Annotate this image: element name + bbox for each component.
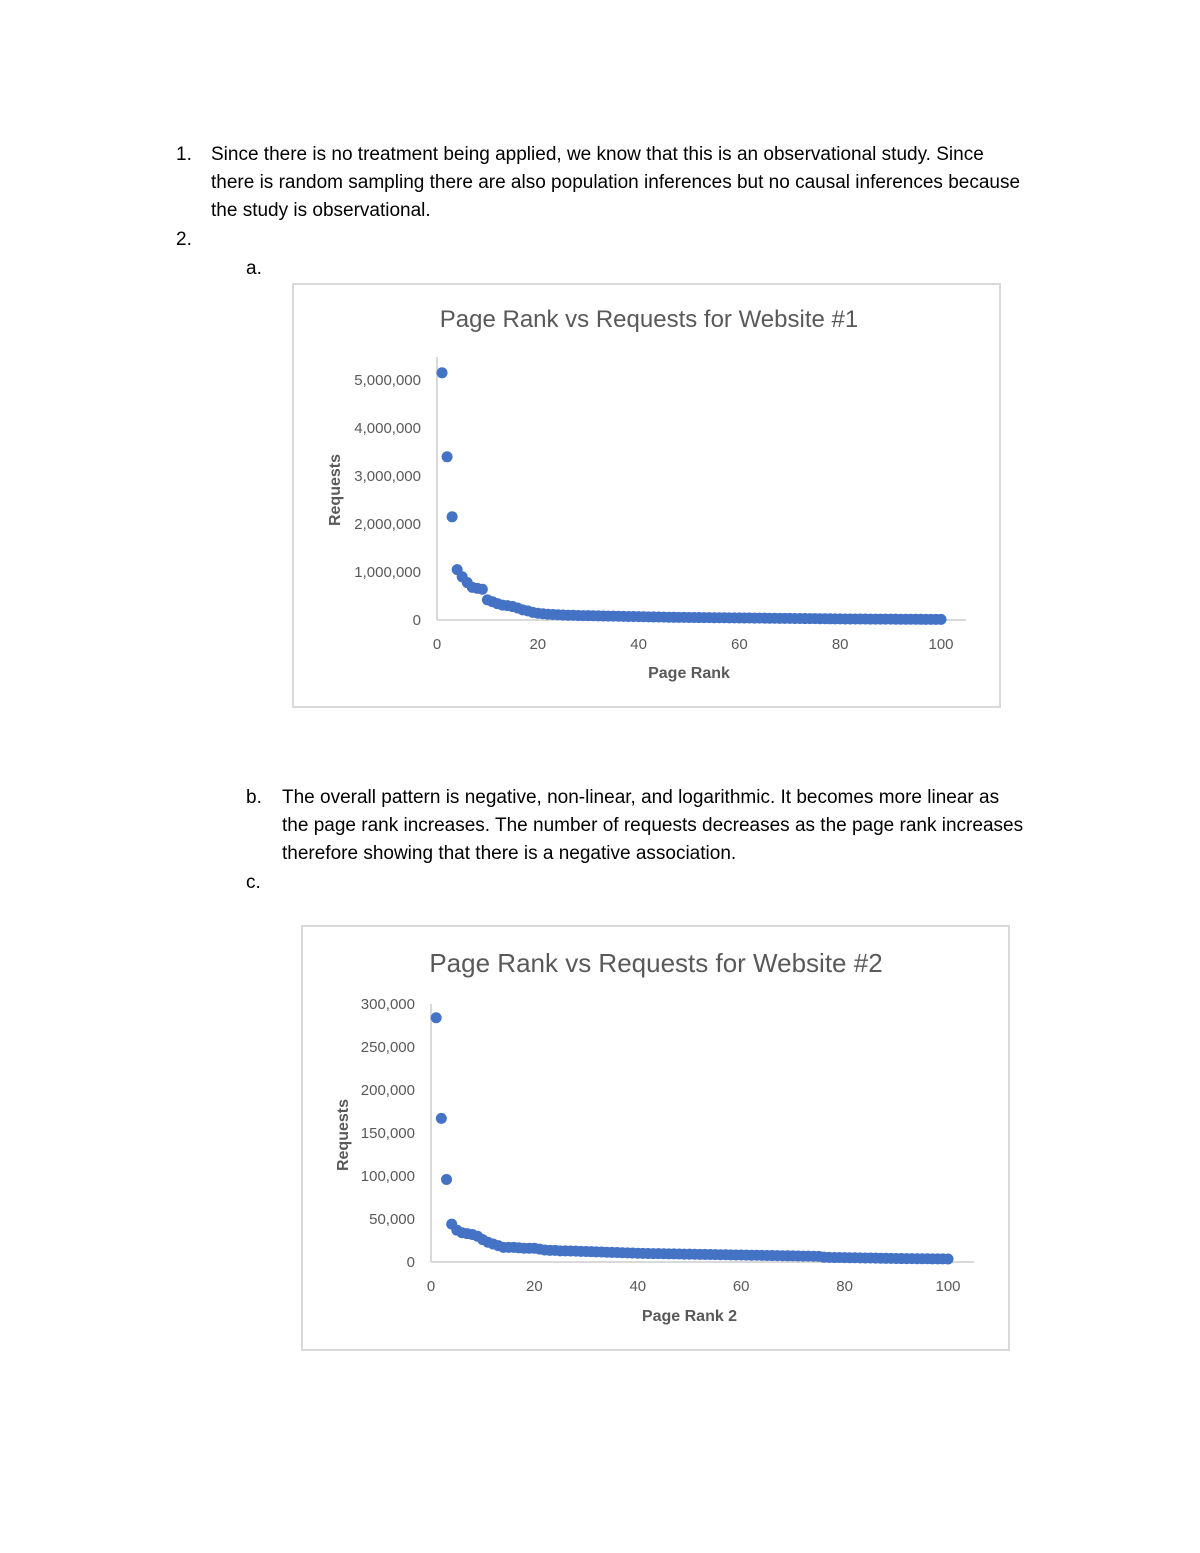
chart-2-x-tick-label: 20 (526, 1278, 543, 1295)
answer-b-line-2: the page rank increases. The number of requests decreases as the page rank increases (282, 815, 1024, 836)
chart-2-x-tick-label: 0 (426, 1278, 436, 1295)
chart-1-x-tick-label: 40 (630, 636, 647, 653)
chart-2-y-tick-label: 150,000 (360, 1125, 415, 1142)
chart-1-x-axis-label: Page Rank (648, 665, 730, 682)
chart-1-x-tick-label: 60 (731, 636, 748, 653)
chart-1-title: Page Rank vs Requests for Website #1 (439, 306, 859, 333)
chart-1-point (447, 511, 458, 522)
chart-1-frame (292, 283, 1001, 708)
chart-2-y-tick-label: 100,000 (360, 1168, 415, 1185)
chart-2-title: Page Rank vs Requests for Website #2 (429, 948, 883, 978)
chart-2-x-tick-label: 60 (732, 1278, 750, 1295)
chart-2-y-tick-label: 0 (406, 1254, 415, 1271)
sub-label-c: c. (246, 872, 261, 893)
answer-1-line-2: there is random sampling there are also population inferences but no causal inferences because (211, 172, 1021, 193)
sub-label-a: a. (246, 258, 262, 279)
chart-1-point (936, 614, 947, 625)
chart-2-x-tick-label: 40 (629, 1278, 647, 1295)
chart-2-point (441, 1174, 452, 1185)
chart-2 (303, 927, 1008, 1349)
chart-1-point (437, 367, 448, 378)
chart-2-y-tick-label: 300,000 (360, 996, 415, 1013)
chart-1-y-tick-label: 3,000,000 (354, 468, 421, 485)
chart-1-y-tick-label: 1,000,000 (354, 564, 421, 581)
chart-2-point (943, 1253, 954, 1264)
answer-1-line-1: Since there is no treatment being applied, we know that this is an observational study. Since (211, 144, 984, 165)
sub-label-b: b. (246, 787, 262, 808)
chart-1 (294, 285, 999, 706)
chart-1-y-tick-label: 4,000,000 (354, 420, 421, 437)
chart-1-x-tick-label: 20 (529, 636, 547, 653)
chart-1-x-tick-label: 0 (432, 636, 442, 653)
chart-1-y-tick-label: 0 (412, 612, 421, 629)
chart-1-y-tick-label: 2,000,000 (354, 516, 421, 533)
chart-1-x-tick-label: 100 (928, 636, 954, 653)
list-number-2: 2. (176, 229, 192, 250)
chart-2-point (436, 1113, 447, 1124)
chart-2-x-axis-label: Page Rank 2 (641, 1308, 738, 1325)
answer-1-line-3: the study is observational. (211, 200, 431, 221)
chart-1-point (442, 451, 453, 462)
answer-b-line-1: The overall pattern is negative, non-linear, and logarithmic. It becomes more linear as (282, 787, 1000, 808)
chart-1-x-tick-label: 80 (831, 636, 849, 653)
chart-2-y-axis-label: Requests (335, 1098, 352, 1172)
chart-2-x-tick-label: 80 (836, 1278, 853, 1295)
chart-2-point (431, 1012, 442, 1023)
answer-b-line-3: therefore showing that there is a negative association. (282, 843, 737, 864)
chart-2-y-tick-label: 200,000 (360, 1082, 415, 1099)
chart-2-y-tick-label: 50,000 (369, 1211, 415, 1228)
chart-1-y-axis-label: Requests (327, 453, 344, 527)
chart-2-y-tick-label: 250,000 (360, 1039, 415, 1056)
chart-2-frame (301, 925, 1010, 1351)
chart-1-y-tick-label: 5,000,000 (354, 372, 421, 389)
chart-1-point (477, 584, 488, 595)
list-number-1: 1. (176, 144, 192, 165)
chart-2-x-tick-label: 100 (935, 1278, 961, 1295)
